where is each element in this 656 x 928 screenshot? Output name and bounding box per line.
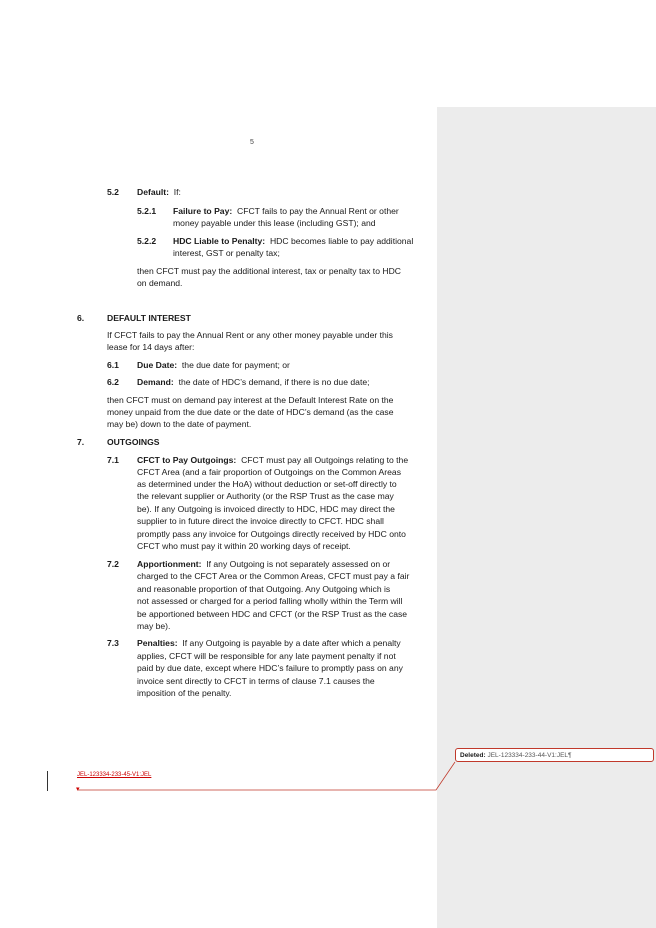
clause-7-1-line: be). If any Outgoing is invoiced directly to HDC, HDC may direct the	[137, 504, 395, 514]
clause-7-3-line: invoice sent directly to CFCT in terms of clause 7.1 causes the	[137, 676, 375, 686]
clause-6-intro: lease for 14 days after:	[107, 342, 195, 352]
clause-6-intro: If CFCT fails to pay the Annual Rent or any other money payable under this	[107, 330, 393, 340]
clause-7-1-line: CFCT who must pay it within 20 working days of receipt.	[137, 541, 351, 551]
revision-marker-icon: ▾	[76, 786, 80, 793]
clause-6-title: DEFAULT INTEREST	[107, 313, 191, 323]
clause-5-2-1-line: money payable under this lease (including GST); and	[173, 218, 376, 228]
clause-6-number: 6.	[77, 313, 85, 323]
clause-7-2-line: may be).	[137, 621, 171, 631]
clause-5-2-closing: then CFCT must pay the additional interest, tax or penalty tax to HDC	[137, 266, 401, 276]
clause-6-closing: may be) down to the date of payment.	[107, 419, 252, 429]
clause-7-2-line: and reasonable proportion of that Outgoing. Any Outgoing which is	[137, 584, 391, 594]
clause-5-2-2-number: 5.2.2	[137, 236, 157, 246]
clause-7-title: OUTGOINGS	[107, 437, 160, 447]
clause-7-2-line: Apportionment: If any Outgoing is not separately assessed on or	[137, 559, 391, 569]
comment-label: Deleted:	[460, 752, 486, 759]
clause-7-1-line: as determined under the HoA) without deduction or set-off directly to	[137, 479, 397, 489]
clause-7-number: 7.	[77, 437, 85, 447]
clause-6-2-number: 6.2	[107, 377, 119, 387]
clause-6-1-number: 6.1	[107, 360, 119, 370]
clause-5-2-2-line: interest, GST or penalty tax;	[173, 248, 280, 258]
clause-6-1-line: Due Date: the due date for payment; or	[137, 360, 290, 370]
clause-5-2-heading-line: Default: If:	[137, 187, 181, 197]
clause-7-2-line: not assessed or charged for a period falling wholly within the Term will	[137, 596, 403, 606]
clause-7-1-line: CFCT Area (and a fair proportion of Outgoings on the Common Areas	[137, 467, 401, 477]
clause-5-2-1-number: 5.2.1	[137, 206, 157, 216]
clause-7-3-line: applies, CFCT will be responsible for any late payment penalty if not	[137, 651, 396, 661]
clause-5-2-2-line: HDC Liable to Penalty: HDC becomes liable to pay additional	[173, 236, 414, 246]
deleted-comment-balloon[interactable]	[455, 748, 654, 762]
clause-5-2-1-line: Failure to Pay: CFCT fails to pay the Annual Rent or other	[173, 206, 399, 216]
clause-7-3-line: paid by due date, except where HDC’s failure to promptly pass on any	[137, 663, 403, 673]
clause-7-1-number: 7.1	[107, 455, 119, 465]
clause-7-3-number: 7.3	[107, 638, 119, 648]
clause-7-3-line: imposition of the penalty.	[137, 688, 232, 698]
clause-7-2-number: 7.2	[107, 559, 119, 569]
clause-6-closing: money unpaid from the due date or the date of HDC’s demand (as the case	[107, 407, 394, 417]
page-number: 5	[250, 139, 254, 146]
clause-6-2-line: Demand: the date of HDC’s demand, if there is no due date;	[137, 377, 370, 387]
clause-7-1-line: the relevant supplier or Authority (or the RSP Trust as the case may	[137, 491, 394, 501]
footer-doc-code: JEL-123334-233-45-V1:JEL	[77, 772, 152, 778]
comment-text: JEL-123334-233-44-V1:JEL¶	[487, 752, 572, 759]
clause-7-1-line: promptly pass any invoice for Outgoings directly received by HDC onto	[137, 529, 406, 539]
clause-5-2-number: 5.2	[107, 187, 119, 197]
clause-7-1-line: supplier to in future direct the invoice directly to CFCT. HDC shall	[137, 516, 384, 526]
clause-7-3-line: Penalties: If any Outgoing is payable by a date after which a penalty	[137, 638, 401, 648]
clause-7-1-line: CFCT to Pay Outgoings: CFCT must pay all Outgoings relating to the	[137, 455, 409, 465]
clause-5-2-closing: on demand.	[137, 278, 183, 288]
clause-7-2-line: charged to the CFCT Area or the Common Areas, CFCT must pay a fair	[137, 571, 410, 581]
clause-7-2-line: be apportioned between HDC and CFCT (or the RSP Trust as the case	[137, 609, 408, 619]
clause-6-closing: then CFCT must on demand pay interest at the Default Interest Rate on the	[107, 395, 394, 405]
